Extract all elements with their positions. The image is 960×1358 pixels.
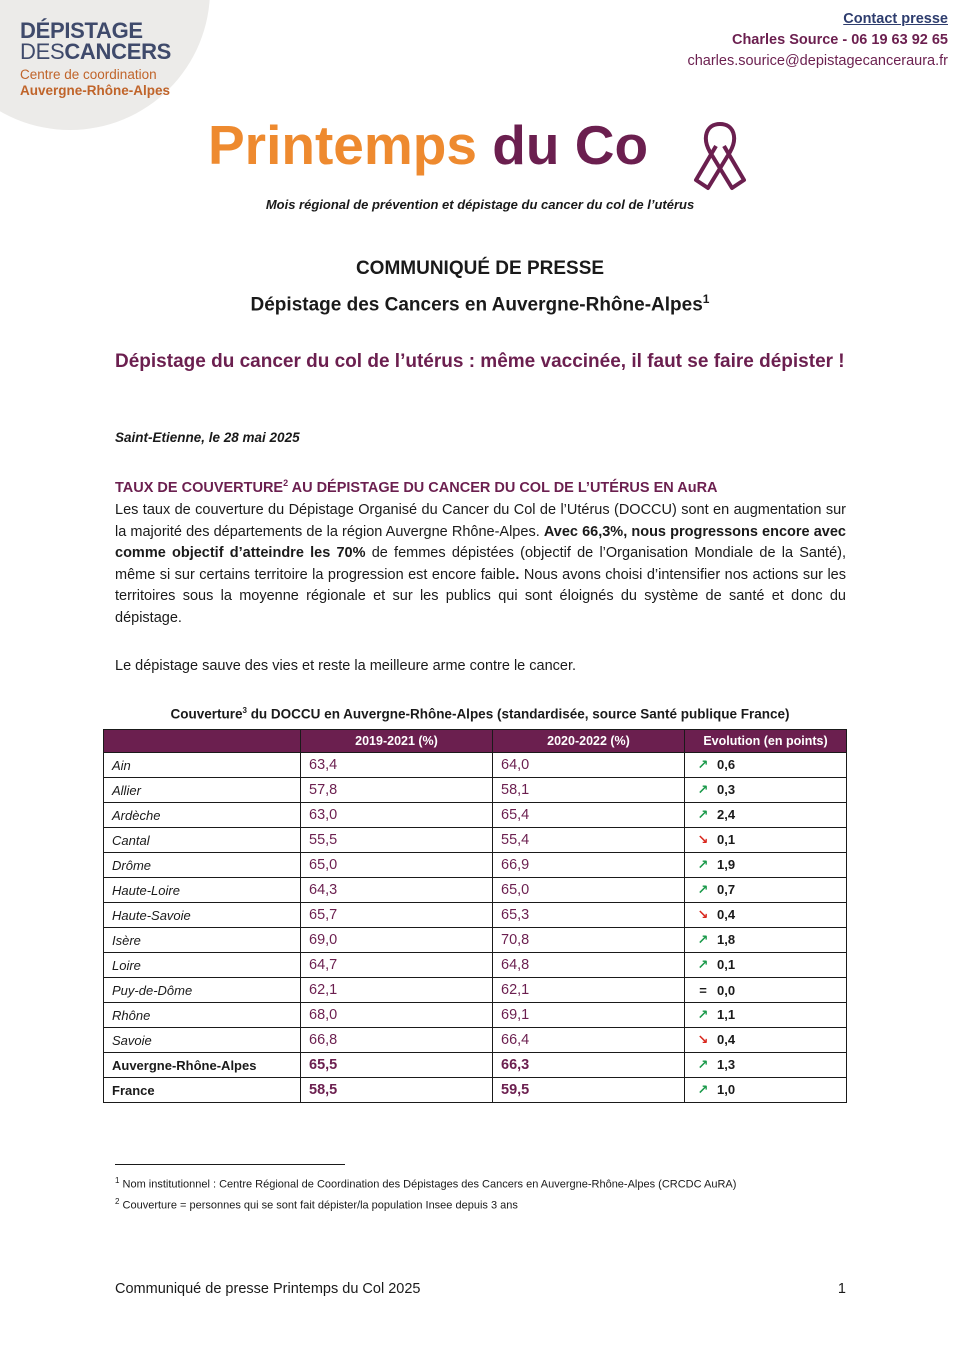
page-footer: Communiqué de presse Printemps du Col 2025 [115, 1281, 421, 1297]
logo-line-4: Auvergne-Rhône-Alpes [20, 82, 171, 98]
coverage-2020-2022-cell: 59,5 [493, 1078, 685, 1103]
table-row [104, 803, 847, 828]
evolution-cell [685, 853, 847, 878]
evolution-cell [685, 903, 847, 928]
para-bold-d: . [515, 566, 520, 583]
footnote-1 [115, 1176, 736, 1191]
trend-down-arrow-icon: ↘ [697, 832, 709, 847]
section-title [115, 478, 718, 496]
caption-a: Couverture [170, 706, 243, 722]
section-paragraph [115, 500, 846, 630]
contact-name-phone: Charles Source - 06 19 63 92 65 [731, 32, 948, 48]
header-department [104, 730, 301, 753]
footnote-separator [115, 1164, 345, 1165]
trend-up-arrow-icon: ↗ [697, 757, 709, 772]
para-text-e: Nous avons choisi d’intensifier nos actions sur les territoires sous la moyenne régionale et sur les publics qui sont éloignés du système de santé et donc du dépistage. [115, 566, 847, 626]
printemps-du-col-title [208, 114, 649, 176]
footnote-2-num: 2 [115, 1197, 120, 1206]
footnote-1-num: 1 [115, 1176, 120, 1185]
table-row [104, 778, 847, 803]
evolution-value: 0,0 [717, 982, 736, 998]
evolution-cell [685, 753, 847, 778]
department-cell: Allier [104, 778, 301, 803]
evolution-value: 1,9 [717, 857, 736, 872]
table-row [104, 978, 847, 1003]
coverage-2019-2021-cell: 69,0 [301, 928, 493, 953]
table-row [104, 1078, 847, 1103]
evolution-value: 0,4 [717, 907, 736, 922]
coverage-2020-2022-cell: 64,0 [493, 753, 685, 778]
trend-up-arrow-icon: ↗ [697, 857, 709, 872]
evolution-value: 2,4 [717, 807, 736, 822]
evolution-value: 0,1 [717, 832, 736, 847]
department-cell: France [104, 1078, 301, 1103]
trend-up-arrow-icon: ↗ [697, 882, 709, 897]
department-cell: Cantal [104, 828, 301, 853]
section-paragraph-2: Le dépistage sauve des vies et reste la meilleure arme contre le cancer. [115, 658, 577, 674]
coverage-2020-2022-cell: 64,8 [493, 953, 685, 978]
table-row [104, 828, 847, 853]
department-cell: Puy-de-Dôme [104, 978, 301, 1003]
evolution-value: 1,3 [717, 1057, 736, 1072]
coverage-2019-2021-cell: 57,8 [301, 778, 493, 803]
logo-line-1: DÉPISTAGE [20, 18, 143, 43]
depistage-logo [20, 20, 171, 97]
coverage-2020-2022-cell: 65,3 [493, 903, 685, 928]
department-cell: Rhône [104, 1003, 301, 1028]
awareness-ribbon-icon [688, 116, 752, 192]
department-cell: Haute-Savoie [104, 903, 301, 928]
department-cell: Isère [104, 928, 301, 953]
evolution-value: 1,1 [717, 1007, 736, 1022]
trend-down-arrow-icon: ↘ [697, 907, 709, 922]
trend-up-arrow-icon: ↗ [697, 782, 709, 797]
evolution-value: 1,8 [717, 932, 736, 947]
tagline: Mois régional de prévention et dépistage du cancer du col de l’utérus [265, 197, 695, 212]
evolution-value: 0,4 [717, 1032, 736, 1047]
coverage-2019-2021-cell: 64,7 [301, 953, 493, 978]
table-body [104, 753, 847, 1103]
footnote-2-text: Couverture = personnes qui se sont fait dépister/la population Insee depuis 3 ans [122, 1199, 518, 1212]
evolution-cell [685, 978, 847, 1003]
contact-label[interactable]: Contact presse [843, 11, 948, 27]
para-text-a: Les taux de couverture du Dépistage Organisé du Cancer du Col de l’Utérus (DOCCU) sont en augmentation sur la majorité des départements de la région Auvergne Rhône-Alpes. [115, 502, 846, 540]
evolution-cell [685, 1078, 847, 1103]
section-title-b: AU DÉPISTAGE DU CANCER DU COL DE L’UTÉRUS EN AuRA [288, 479, 718, 496]
logo-line-2b: CANCERS [64, 39, 172, 64]
table-header-row [104, 730, 847, 753]
coverage-2019-2021-cell: 66,8 [301, 1028, 493, 1053]
header-evolution: Evolution (en points) [685, 730, 847, 753]
coverage-2020-2022-cell: 65,0 [493, 878, 685, 903]
table-row [104, 1028, 847, 1053]
coverage-2020-2022-cell: 70,8 [493, 928, 685, 953]
para-text-c: de femmes dépistées (objectif de l’Organisation Mondiale de la Santé), même si sur certains territoire la progression est encore faible [115, 545, 846, 583]
headline: Dépistage du cancer du col de l’utérus : même vaccinée, il faut se faire dépister ! [115, 351, 845, 372]
coverage-2020-2022-cell: 65,4 [493, 803, 685, 828]
header-2019-2021: 2019-2021 (%) [301, 730, 493, 753]
coverage-2020-2022-cell: 66,9 [493, 853, 685, 878]
press-contact [687, 9, 948, 72]
footnote-ref-2: 2 [283, 478, 289, 488]
table-row [104, 853, 847, 878]
coverage-2019-2021-cell: 68,0 [301, 1003, 493, 1028]
department-cell: Haute-Loire [104, 878, 301, 903]
trend-up-arrow-icon: ↗ [697, 957, 709, 972]
department-cell: Ain [104, 753, 301, 778]
evolution-cell [685, 928, 847, 953]
evolution-cell [685, 1053, 847, 1078]
footnote-1-text: Nom institutionnel : Centre Régional de Coordination des Dépistages des Cancers en Auvergne-Rhône-Alpes (CRCDC AuRA) [122, 1178, 737, 1191]
footnote-ref-3: 3 [242, 706, 247, 715]
evolution-value: 0,3 [717, 782, 736, 797]
trend-up-arrow-icon: ↗ [697, 1057, 709, 1072]
evolution-value: 0,6 [717, 757, 736, 772]
table-row [104, 903, 847, 928]
footnote-ref-1: 1 [702, 292, 710, 306]
department-cell: Loire [104, 953, 301, 978]
coverage-2019-2021-cell: 64,3 [301, 878, 493, 903]
coverage-2019-2021-cell: 65,7 [301, 903, 493, 928]
evolution-cell [685, 878, 847, 903]
coverage-table [103, 729, 847, 1103]
evolution-value: 1,0 [717, 1082, 736, 1097]
logo-line-2a: DES [20, 39, 65, 64]
trend-up-arrow-icon: ↗ [697, 807, 709, 822]
evolution-cell [685, 828, 847, 853]
logo-line-2 [20, 41, 171, 63]
trend-equal-icon: = [699, 982, 707, 998]
contact-email[interactable]: charles.sourice@depistagecanceraura.fr [687, 53, 948, 69]
communique-title: COMMUNIQUÉ DE PRESSE [355, 258, 605, 279]
coverage-2019-2021-cell: 63,0 [301, 803, 493, 828]
coverage-2020-2022-cell: 58,1 [493, 778, 685, 803]
brand-word-1: Printemps [208, 114, 477, 176]
dateline: Saint-Etienne, le 28 mai 2025 [115, 430, 300, 445]
coverage-2020-2022-cell: 55,4 [493, 828, 685, 853]
coverage-2019-2021-cell: 62,1 [301, 978, 493, 1003]
table-row [104, 753, 847, 778]
coverage-2019-2021-cell: 58,5 [301, 1078, 493, 1103]
trend-down-arrow-icon: ↘ [697, 1032, 709, 1047]
table-row [104, 1053, 847, 1078]
brand-word-2: du Co [492, 114, 649, 176]
para-bold-b: Avec 66,3%, nous progressons encore avec comme objectif d’atteindre les 70% [115, 523, 846, 562]
coverage-2020-2022-cell: 66,3 [493, 1053, 685, 1078]
page-number: 1 [837, 1281, 846, 1297]
department-cell: Ardèche [104, 803, 301, 828]
evolution-cell [685, 953, 847, 978]
coverage-2020-2022-cell: 62,1 [493, 978, 685, 1003]
evolution-value: 0,1 [717, 957, 736, 972]
header-2020-2022: 2020-2022 (%) [493, 730, 685, 753]
department-cell: Auvergne-Rhône-Alpes [104, 1053, 301, 1078]
communique-subtitle-text: Dépistage des Cancers en Auvergne-Rhône-Alpes [250, 294, 703, 316]
footnote-2 [115, 1197, 518, 1212]
section-title-a: TAUX DE COUVERTURE [115, 479, 284, 496]
coverage-2019-2021-cell: 55,5 [301, 828, 493, 853]
table-row [104, 928, 847, 953]
evolution-cell [685, 1003, 847, 1028]
coverage-2019-2021-cell: 65,0 [301, 853, 493, 878]
coverage-2020-2022-cell: 69,1 [493, 1003, 685, 1028]
coverage-2019-2021-cell: 65,5 [301, 1053, 493, 1078]
table-row [104, 1003, 847, 1028]
coverage-2019-2021-cell: 63,4 [301, 753, 493, 778]
table-row [104, 878, 847, 903]
trend-up-arrow-icon: ↗ [697, 1082, 709, 1097]
table-row [104, 953, 847, 978]
logo-line-3: Centre de coordination [20, 67, 157, 82]
table-caption [0, 706, 960, 722]
trend-up-arrow-icon: ↗ [697, 1007, 709, 1022]
department-cell: Drôme [104, 853, 301, 878]
evolution-cell [685, 1028, 847, 1053]
coverage-2020-2022-cell: 66,4 [493, 1028, 685, 1053]
evolution-cell [685, 778, 847, 803]
evolution-value: 0,7 [717, 882, 736, 897]
caption-b: du DOCCU en Auvergne-Rhône-Alpes (standardisée, source Santé publique France) [246, 706, 790, 722]
evolution-cell [685, 803, 847, 828]
trend-up-arrow-icon: ↗ [697, 932, 709, 947]
department-cell: Savoie [104, 1028, 301, 1053]
communique-subtitle [0, 292, 960, 316]
